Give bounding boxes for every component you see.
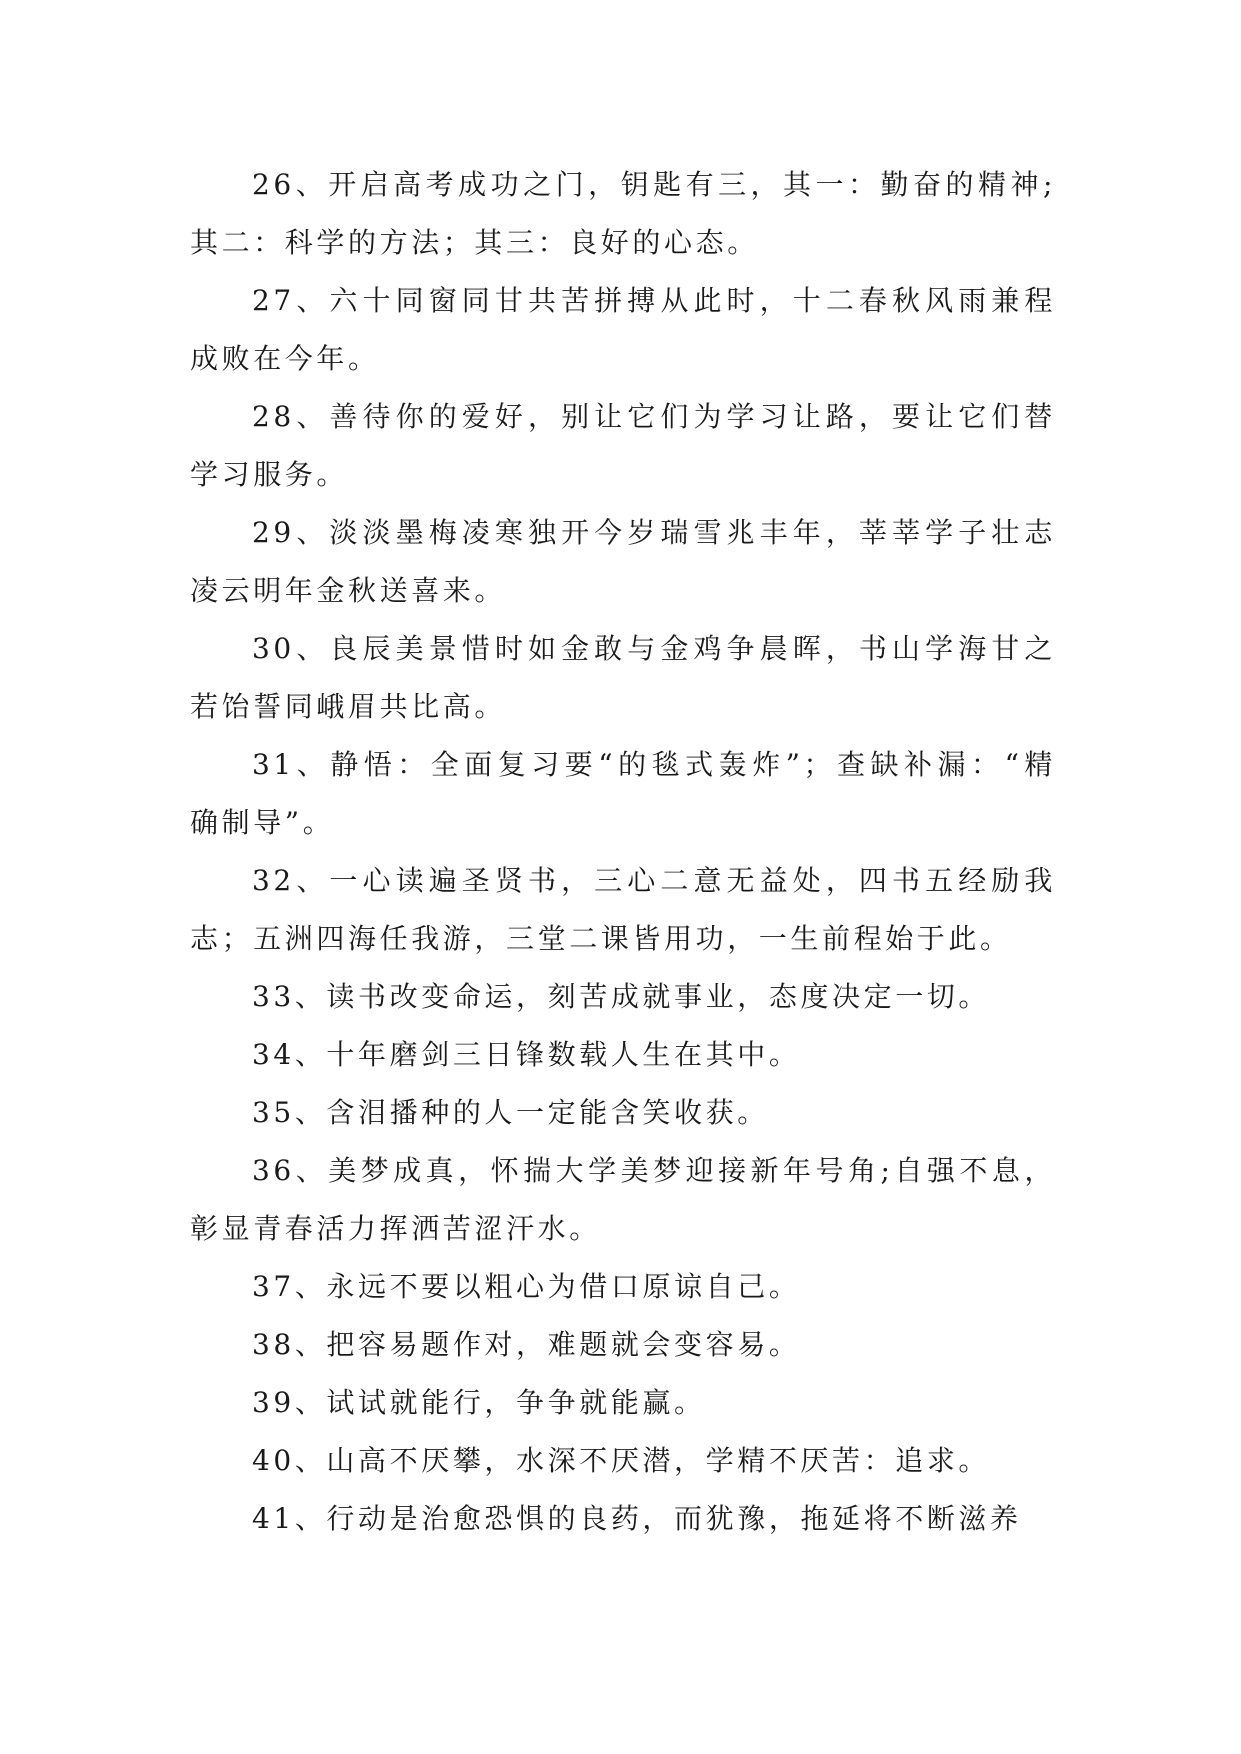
paragraph-line: 26、开启高考成功之门，钥匙有三，其一：勤奋的精神; bbox=[252, 168, 1056, 201]
quote-item-28 bbox=[190, 388, 1056, 504]
text-body bbox=[190, 156, 1056, 1548]
quote-item-41 bbox=[190, 1490, 1056, 1548]
paragraph-line: 志；五洲四海任我游，三堂二课皆用功，一生前程始于此。 bbox=[190, 922, 1012, 955]
paragraph-line: 41、行动是治愈恐惧的良药，而犹豫，拖延将不断滋养 bbox=[252, 1502, 1022, 1535]
paragraph-line: 29、淡淡墨梅凌寒独开今岁瑞雪兆丰年，莘莘学子壮志 bbox=[252, 516, 1056, 549]
paragraph-line: 彰显青春活力挥洒苦涩汗水。 bbox=[190, 1212, 601, 1245]
paragraph-line: 40、山高不厌攀，水深不厌潜，学精不厌苦：追求。 bbox=[252, 1444, 991, 1477]
paragraph-line: 28、善待你的爱好，别让它们为学习让路，要让它们替 bbox=[252, 400, 1056, 433]
quote-item-31 bbox=[190, 736, 1056, 852]
paragraph-line: 33、读书改变命运，刻苦成就事业，态度决定一切。 bbox=[252, 980, 991, 1013]
quote-item-36 bbox=[190, 1142, 1056, 1258]
quote-item-33 bbox=[190, 968, 1056, 1026]
paragraph-line: 其二：科学的方法；其三：良好的心态。 bbox=[190, 226, 759, 259]
paragraph-line: 成败在今年。 bbox=[190, 342, 380, 375]
paragraph-line: 若饴誓同峨眉共比高。 bbox=[190, 690, 507, 723]
paragraph-line: 30、良辰美景惜时如金敢与金鸡争晨晖，书山学海甘之 bbox=[252, 632, 1056, 665]
paragraph-line: 35、含泪播种的人一定能含笑收获。 bbox=[252, 1096, 769, 1129]
quote-item-38 bbox=[190, 1316, 1056, 1374]
quote-item-32 bbox=[190, 852, 1056, 968]
paragraph-line: 学习服务。 bbox=[190, 458, 349, 491]
paragraph-line: 31、静悟：全面复习要“的毯式轰炸”；查缺补漏：“精 bbox=[252, 748, 1056, 781]
paragraph-line: 37、永远不要以粗心为借口原谅自己。 bbox=[252, 1270, 801, 1303]
quote-item-29 bbox=[190, 504, 1056, 620]
quote-item-34 bbox=[190, 1026, 1056, 1084]
quote-item-37 bbox=[190, 1258, 1056, 1316]
paragraph-line: 39、试试就能行，争争就能赢。 bbox=[252, 1386, 706, 1419]
quote-item-40 bbox=[190, 1432, 1056, 1490]
quote-item-39 bbox=[190, 1374, 1056, 1432]
paragraph-line: 36、美梦成真，怀揣大学美梦迎接新年号角;自强不息， bbox=[252, 1154, 1056, 1187]
quote-item-35 bbox=[190, 1084, 1056, 1142]
paragraph-line: 32、一心读遍圣贤书，三心二意无益处，四书五经励我 bbox=[252, 864, 1056, 897]
quote-item-27 bbox=[190, 272, 1056, 388]
quote-item-30 bbox=[190, 620, 1056, 736]
paragraph-line: 凌云明年金秋送喜来。 bbox=[190, 574, 507, 607]
paragraph-line: 34、十年磨剑三日锋数载人生在其中。 bbox=[252, 1038, 801, 1071]
paragraph-line: 27、六十同窗同甘共苦拼搏从此时，十二春秋风雨兼程 bbox=[252, 284, 1056, 317]
paragraph-line: 38、把容易题作对，难题就会变容易。 bbox=[252, 1328, 801, 1361]
paragraph-line: 确制导”。 bbox=[190, 806, 335, 839]
quote-item-26 bbox=[190, 156, 1056, 272]
